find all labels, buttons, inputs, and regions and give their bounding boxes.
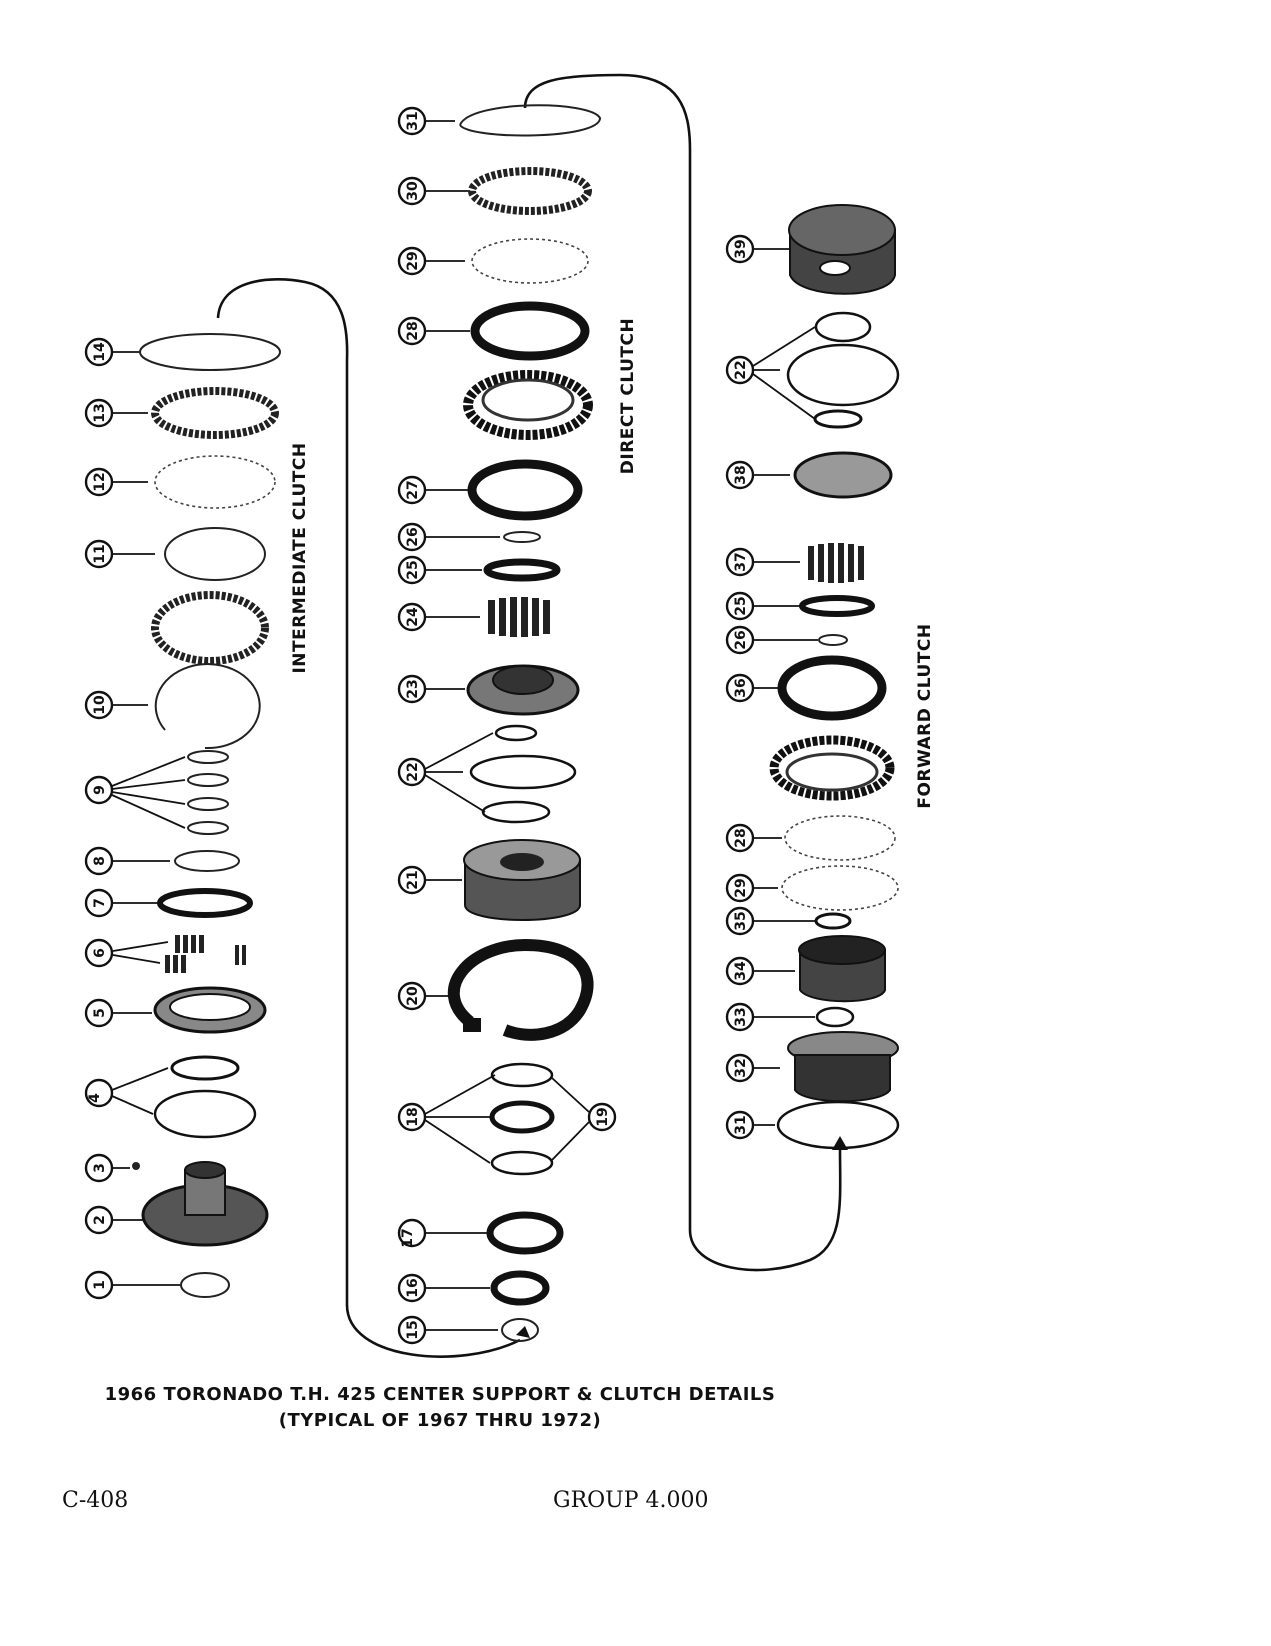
callout-22-forward	[727, 357, 753, 383]
svg-text:26: 26	[405, 527, 421, 547]
caption-title: 1966 TORONADO T.H. 425 CENTER SUPPORT & CLUTCH DETAILS	[104, 1384, 776, 1405]
svg-text:22: 22	[405, 762, 421, 782]
callout-31-forward	[727, 1112, 753, 1138]
callout-26-forward	[727, 627, 753, 653]
callout-33	[727, 1004, 753, 1030]
part-29-direct-plate	[472, 239, 588, 283]
callout-28-forward	[727, 825, 753, 851]
callout-22-direct	[399, 759, 425, 785]
svg-text:14: 14	[92, 342, 108, 362]
part-16-washer	[494, 1274, 546, 1302]
callout-21	[399, 867, 425, 893]
part-31-direct-snap-ring	[460, 105, 600, 135]
callout-35	[727, 908, 753, 934]
svg-text:17: 17	[400, 1228, 416, 1248]
svg-text:16: 16	[405, 1278, 421, 1298]
svg-text:30: 30	[405, 181, 421, 201]
leader-19b	[552, 1122, 589, 1160]
part-9-oil-seal-ring-b	[188, 774, 228, 786]
part-intermediate-composition-plate	[155, 595, 265, 661]
svg-text:34: 34	[733, 961, 749, 981]
part-22-direct-seal-large	[471, 756, 575, 788]
svg-text:37: 37	[733, 552, 749, 572]
svg-text:35: 35	[733, 911, 749, 931]
part-4-seal-outer	[155, 1091, 255, 1137]
svg-text:25: 25	[733, 596, 749, 616]
leader-22-direct-c	[425, 775, 485, 812]
part-36-plate	[782, 660, 882, 716]
callout-29-forward	[727, 875, 753, 901]
part-22-forward-seal-large	[788, 345, 898, 405]
part-2-center-support	[143, 1162, 267, 1245]
svg-text:13: 13	[92, 403, 108, 423]
part-30-backing-plate	[472, 171, 588, 211]
leader-22-forward-a	[753, 327, 815, 366]
part-26-direct-ring	[504, 532, 540, 542]
part-17-bearing	[490, 1215, 560, 1251]
part-37-springs	[808, 543, 864, 583]
svg-text:31: 31	[405, 111, 421, 131]
part-13-backing-plate	[155, 391, 275, 435]
label-forward-clutch: FORWARD CLUTCH	[915, 623, 935, 809]
part-3-screw	[132, 1162, 140, 1170]
part-27-plate	[472, 464, 578, 516]
part-10-snap-ring	[156, 664, 260, 748]
callout-24	[399, 604, 425, 630]
svg-text:31: 31	[733, 1115, 749, 1135]
part-14-snap-ring	[140, 334, 280, 370]
callout-32	[727, 1055, 753, 1081]
callout-39	[727, 236, 753, 262]
leader-22-direct-a	[425, 733, 493, 769]
svg-text:12: 12	[92, 472, 108, 492]
callout-6	[86, 940, 112, 966]
callout-25-forward	[727, 593, 753, 619]
svg-text:1: 1	[92, 1280, 108, 1290]
callout-10	[86, 692, 112, 718]
part-35-snap-ring	[816, 914, 850, 928]
part-9-oil-seal-ring-c	[188, 798, 228, 810]
part-1-snap-ring	[181, 1273, 229, 1297]
callout-20	[399, 983, 425, 1009]
part-9-oil-seal-ring-a	[188, 751, 228, 763]
callout-30	[399, 178, 425, 204]
part-8-snap-ring	[175, 851, 239, 871]
part-direct-plate-stack	[468, 375, 588, 435]
part-forward-plate-stack	[774, 740, 890, 796]
svg-text:19: 19	[595, 1107, 611, 1127]
part-25-direct-retainer	[487, 562, 557, 578]
leader-9d	[112, 795, 185, 828]
part-12-clutch-plate	[155, 456, 275, 508]
group-label: GROUP 4.000	[553, 1488, 709, 1513]
part-33-snap-ring	[817, 1008, 853, 1026]
svg-text:27: 27	[405, 480, 421, 500]
svg-text:9: 9	[92, 785, 108, 795]
callout-23	[399, 676, 425, 702]
callout-31-direct	[399, 108, 425, 134]
part-29-forward-plate	[782, 866, 898, 910]
callout-9	[86, 777, 112, 803]
svg-text:21: 21	[405, 870, 421, 890]
label-intermediate-clutch: INTERMEDIATE CLUTCH	[290, 442, 310, 674]
part-22-direct-seal-small	[496, 726, 536, 740]
callout-17	[399, 1220, 425, 1248]
callout-1	[86, 1272, 112, 1298]
svg-text:28: 28	[733, 828, 749, 848]
part-23-piston	[468, 666, 578, 714]
svg-text:39: 39	[733, 239, 749, 259]
part-15-ring	[502, 1319, 538, 1341]
svg-text:2: 2	[92, 1215, 108, 1225]
leader-19a	[552, 1078, 589, 1112]
part-4-seal-inner	[172, 1057, 238, 1079]
callout-29-direct	[399, 248, 425, 274]
callout-19	[589, 1104, 615, 1130]
callout-26-direct	[399, 524, 425, 550]
part-22-forward-seal-bottom	[815, 411, 861, 427]
part-7-spring-retainer	[160, 891, 250, 915]
leader-6b	[113, 955, 160, 963]
part-18-ring-mid	[492, 1103, 552, 1131]
svg-text:20: 20	[405, 986, 421, 1006]
svg-text:3: 3	[92, 1163, 108, 1173]
callout-11	[86, 541, 112, 567]
callout-16	[399, 1275, 425, 1301]
part-6-release-springs	[165, 935, 246, 973]
part-28-forward-plate	[785, 816, 895, 860]
part-26-forward-ring	[819, 635, 847, 645]
caption-subtitle: (TYPICAL OF 1967 THRU 1972)	[278, 1410, 602, 1431]
svg-text:28: 28	[405, 321, 421, 341]
part-32-shaft-flange	[788, 1032, 898, 1101]
part-5-piston	[155, 988, 265, 1032]
callout-5	[86, 1000, 112, 1026]
callout-25-direct	[399, 557, 425, 583]
svg-text:15: 15	[405, 1320, 421, 1340]
svg-text:11: 11	[92, 544, 108, 564]
callout-2	[86, 1207, 112, 1233]
svg-text:24: 24	[405, 607, 421, 627]
svg-text:4: 4	[87, 1093, 103, 1103]
callout-4	[86, 1080, 112, 1106]
svg-text:33: 33	[733, 1007, 749, 1027]
label-direct-clutch: DIRECT CLUTCH	[618, 317, 638, 475]
part-11-clutch-plate	[165, 528, 265, 580]
svg-text:8: 8	[92, 856, 108, 866]
svg-text:26: 26	[733, 630, 749, 650]
callout-13	[86, 400, 112, 426]
callout-34	[727, 958, 753, 984]
leader-6a	[113, 942, 168, 951]
part-21-housing	[464, 840, 580, 920]
svg-text:22: 22	[733, 360, 749, 380]
page-number: C-408	[62, 1488, 129, 1513]
part-20-band	[454, 945, 588, 1035]
svg-text:36: 36	[733, 678, 749, 698]
part-18-ring-top	[492, 1064, 552, 1086]
part-18-ring-bottom	[492, 1152, 552, 1174]
svg-text:29: 29	[405, 251, 421, 271]
callout-37	[727, 549, 753, 575]
leader-18a	[425, 1075, 495, 1114]
part-9-oil-seal-ring-d	[188, 822, 228, 834]
svg-text:6: 6	[92, 948, 108, 958]
svg-text:5: 5	[92, 1008, 108, 1018]
callout-14	[86, 339, 112, 365]
svg-text:10: 10	[92, 695, 108, 715]
part-34-hub	[799, 936, 885, 1001]
callout-18	[399, 1104, 425, 1130]
part-22-direct-seal-mid	[483, 802, 549, 822]
leader-18c	[425, 1120, 490, 1163]
leader-4b	[112, 1096, 153, 1114]
callout-8	[86, 848, 112, 874]
svg-text:38: 38	[733, 465, 749, 485]
part-24-springs	[488, 597, 550, 637]
part-28-direct-plate	[475, 306, 585, 356]
svg-text:32: 32	[733, 1058, 749, 1078]
flow-arrow-direct	[516, 1326, 530, 1338]
leader-4a	[112, 1068, 168, 1090]
svg-text:7: 7	[92, 898, 108, 908]
part-39-housing	[789, 205, 895, 294]
svg-text:18: 18	[405, 1107, 421, 1127]
callout-28-direct	[399, 318, 425, 344]
svg-text:29: 29	[733, 878, 749, 898]
callout-27	[399, 477, 425, 503]
callout-3	[86, 1155, 112, 1181]
svg-text:23: 23	[405, 679, 421, 699]
part-38-piston	[795, 453, 891, 497]
part-25-forward-retainer	[802, 598, 872, 614]
flow-path-intermediate-to-direct	[218, 279, 520, 1356]
leader-9c	[112, 792, 185, 804]
callout-38	[727, 462, 753, 488]
callout-36	[727, 675, 753, 701]
part-22-forward-seal-small	[816, 313, 870, 341]
callout-12	[86, 469, 112, 495]
svg-text:25: 25	[405, 560, 421, 580]
callout-15	[399, 1317, 425, 1343]
callout-7	[86, 890, 112, 916]
